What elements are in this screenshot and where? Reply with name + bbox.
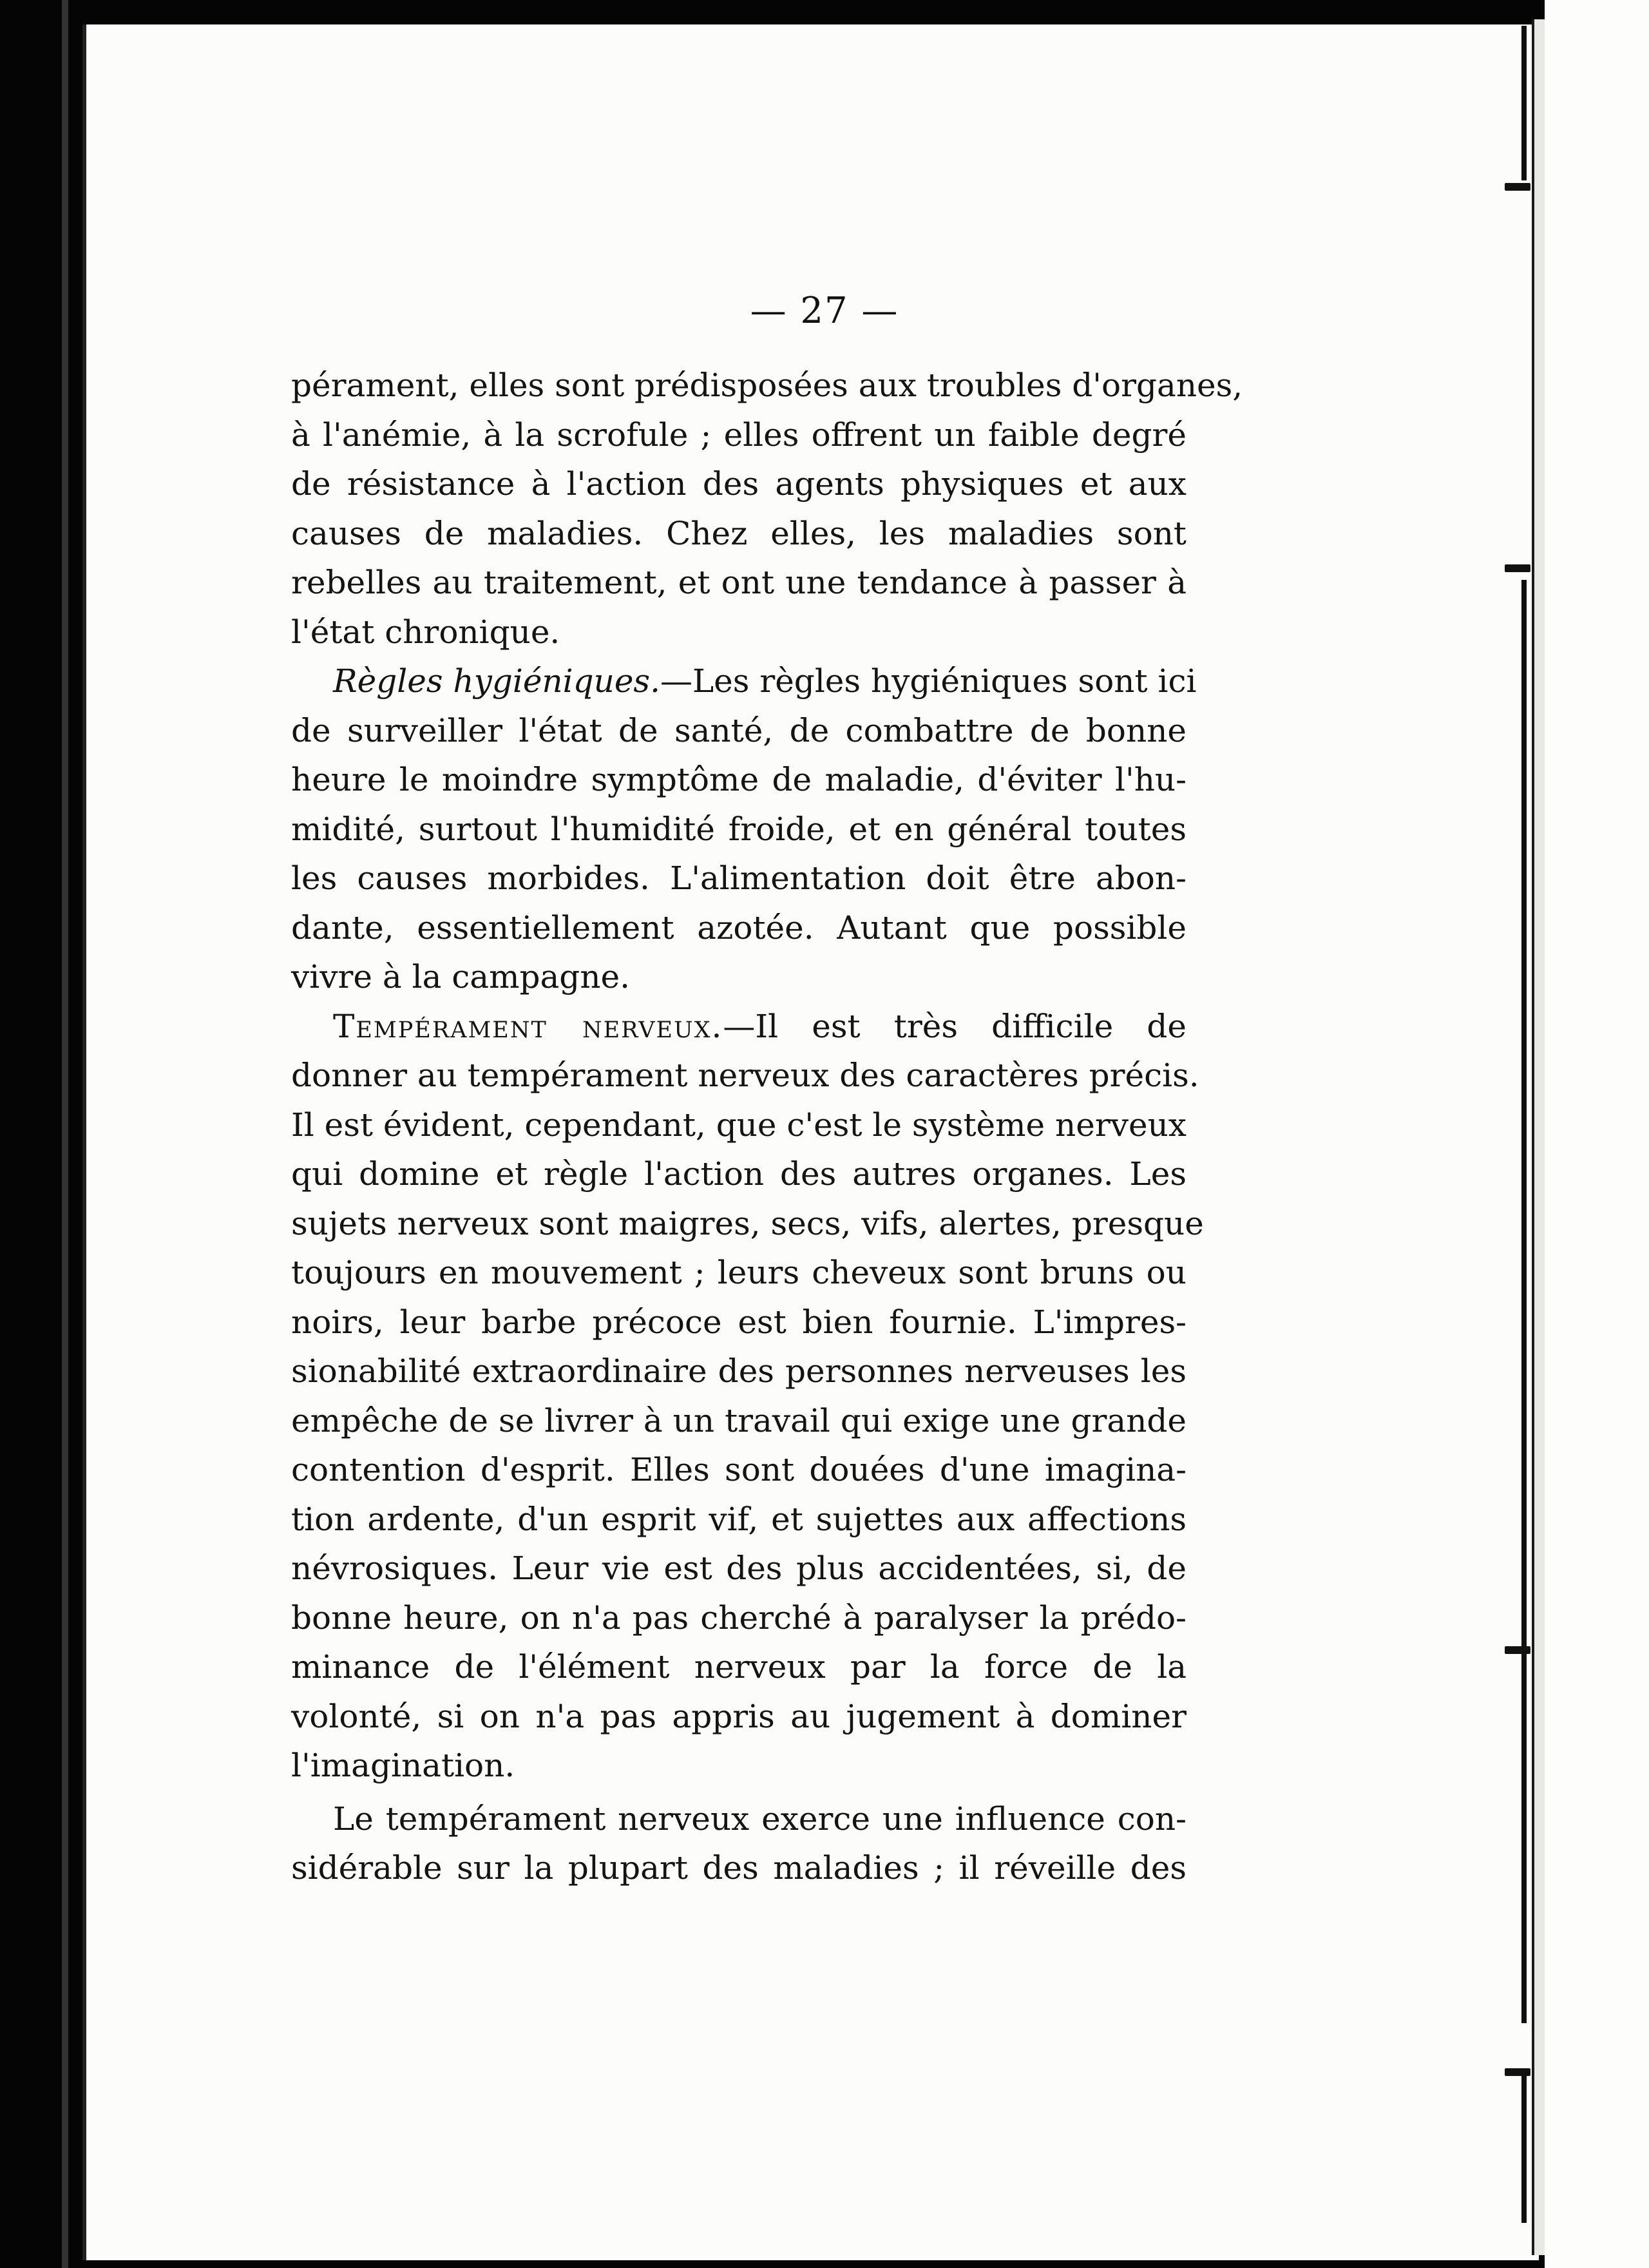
text-line: vivre à la campagne. [291,958,631,995]
text-line: les causes morbides. L'alimentation doit être abon- [291,860,1187,897]
text-line: toujours en mouvement ; leurs cheveux sont bruns ou [291,1254,1187,1291]
text-line: à l'anémie, à la scrofule ; elles offrent un faible degré [291,416,1187,454]
binding-clip-mark [1505,183,1530,191]
text-line: de résistance à l'action des agents physiques et aux [291,465,1187,503]
text-line: dante, essentiellement azotée. Autant que possible [291,908,1187,947]
paragraph-2 [291,657,1197,1002]
text-line: noirs, leur barbe précoce est bien fournie. L'impres- [291,1303,1187,1341]
binding-line-segment [1521,580,1527,2023]
section-heading: Tempérament nerveux. [333,1007,723,1045]
text-line: Il est évident, cependant, que c'est le système nerveux [291,1106,1187,1144]
paragraph-1 [291,361,1243,657]
text-line: sujets nerveux sont maigres, secs, vifs, alertes, presque [291,1204,1204,1242]
text-line: empêche de se livrer à un travail qui exige une grande [291,1401,1187,1439]
page-number: — 27 — [750,290,899,332]
text-line: l'imagination. [291,1747,515,1784]
text-line [291,1002,1187,1052]
text-run: —Les règles hygiéniques sont ici [660,662,1197,700]
text-line: bonne heure, on n'a pas cherché à paralyser la prédo- [291,1599,1187,1637]
text-line: tion ardente, d'un esprit vif, et sujettes aux affections [291,1500,1187,1538]
binding-clip-mark [1505,2068,1530,2076]
right-margin [1545,0,1649,2268]
text-line: rebelles au traitement, et ont une tendance à passer à [291,564,1187,601]
left-binding-shadow [62,0,68,2268]
binding-line-segment [1521,2075,1527,2223]
text-line: donner au tempérament nerveux des caractères précis. [291,1057,1199,1094]
text-line: qui domine et règle l'action des autres organes. Les [291,1155,1187,1193]
text-line: heure le moindre symptôme de maladie, d'éviter l'hu- [291,761,1187,798]
text-line: l'état chronique. [291,613,560,651]
text-line: pérament, elles sont prédisposées aux troubles d'organes, [291,367,1243,404]
text-run: —Il est très difficile de [723,1007,1187,1045]
text-line: midité, surtout l'humidité froide, et en général toutes [291,810,1187,848]
paragraph-3 [291,1002,1204,1791]
text-line: minance de l'élément nerveux par la force de la [291,1648,1187,1686]
text-line: Le tempérament nerveux exerce une influence con- [333,1800,1187,1838]
binding-clip-mark [1505,1646,1530,1654]
text-line: causes de maladies. Chez elles, les maladies sont [291,514,1187,552]
text-line: contention d'esprit. Elles sont douées d'une imagina- [291,1451,1187,1488]
section-heading: Règles hygiéniques. [333,662,660,700]
text-line: sionabilité extraordinaire des personnes nerveuses les [291,1352,1187,1390]
text-line: sidérable sur la plupart des maladies ; il réveille des [291,1849,1187,1887]
body-text [291,361,1243,1893]
text-line: névrosiques. Leur vie est des plus accidentées, si, de [291,1550,1187,1587]
text-line [291,657,1197,706]
binding-line-segment [1521,26,1527,180]
paragraph-4 [291,1794,1187,1893]
binding-clip-mark [1505,564,1530,572]
text-line: volonté, si on n'a pas appris au jugement à dominer [291,1697,1187,1735]
text-line: de surveiller l'état de santé, de combattre de bonne [291,711,1187,749]
